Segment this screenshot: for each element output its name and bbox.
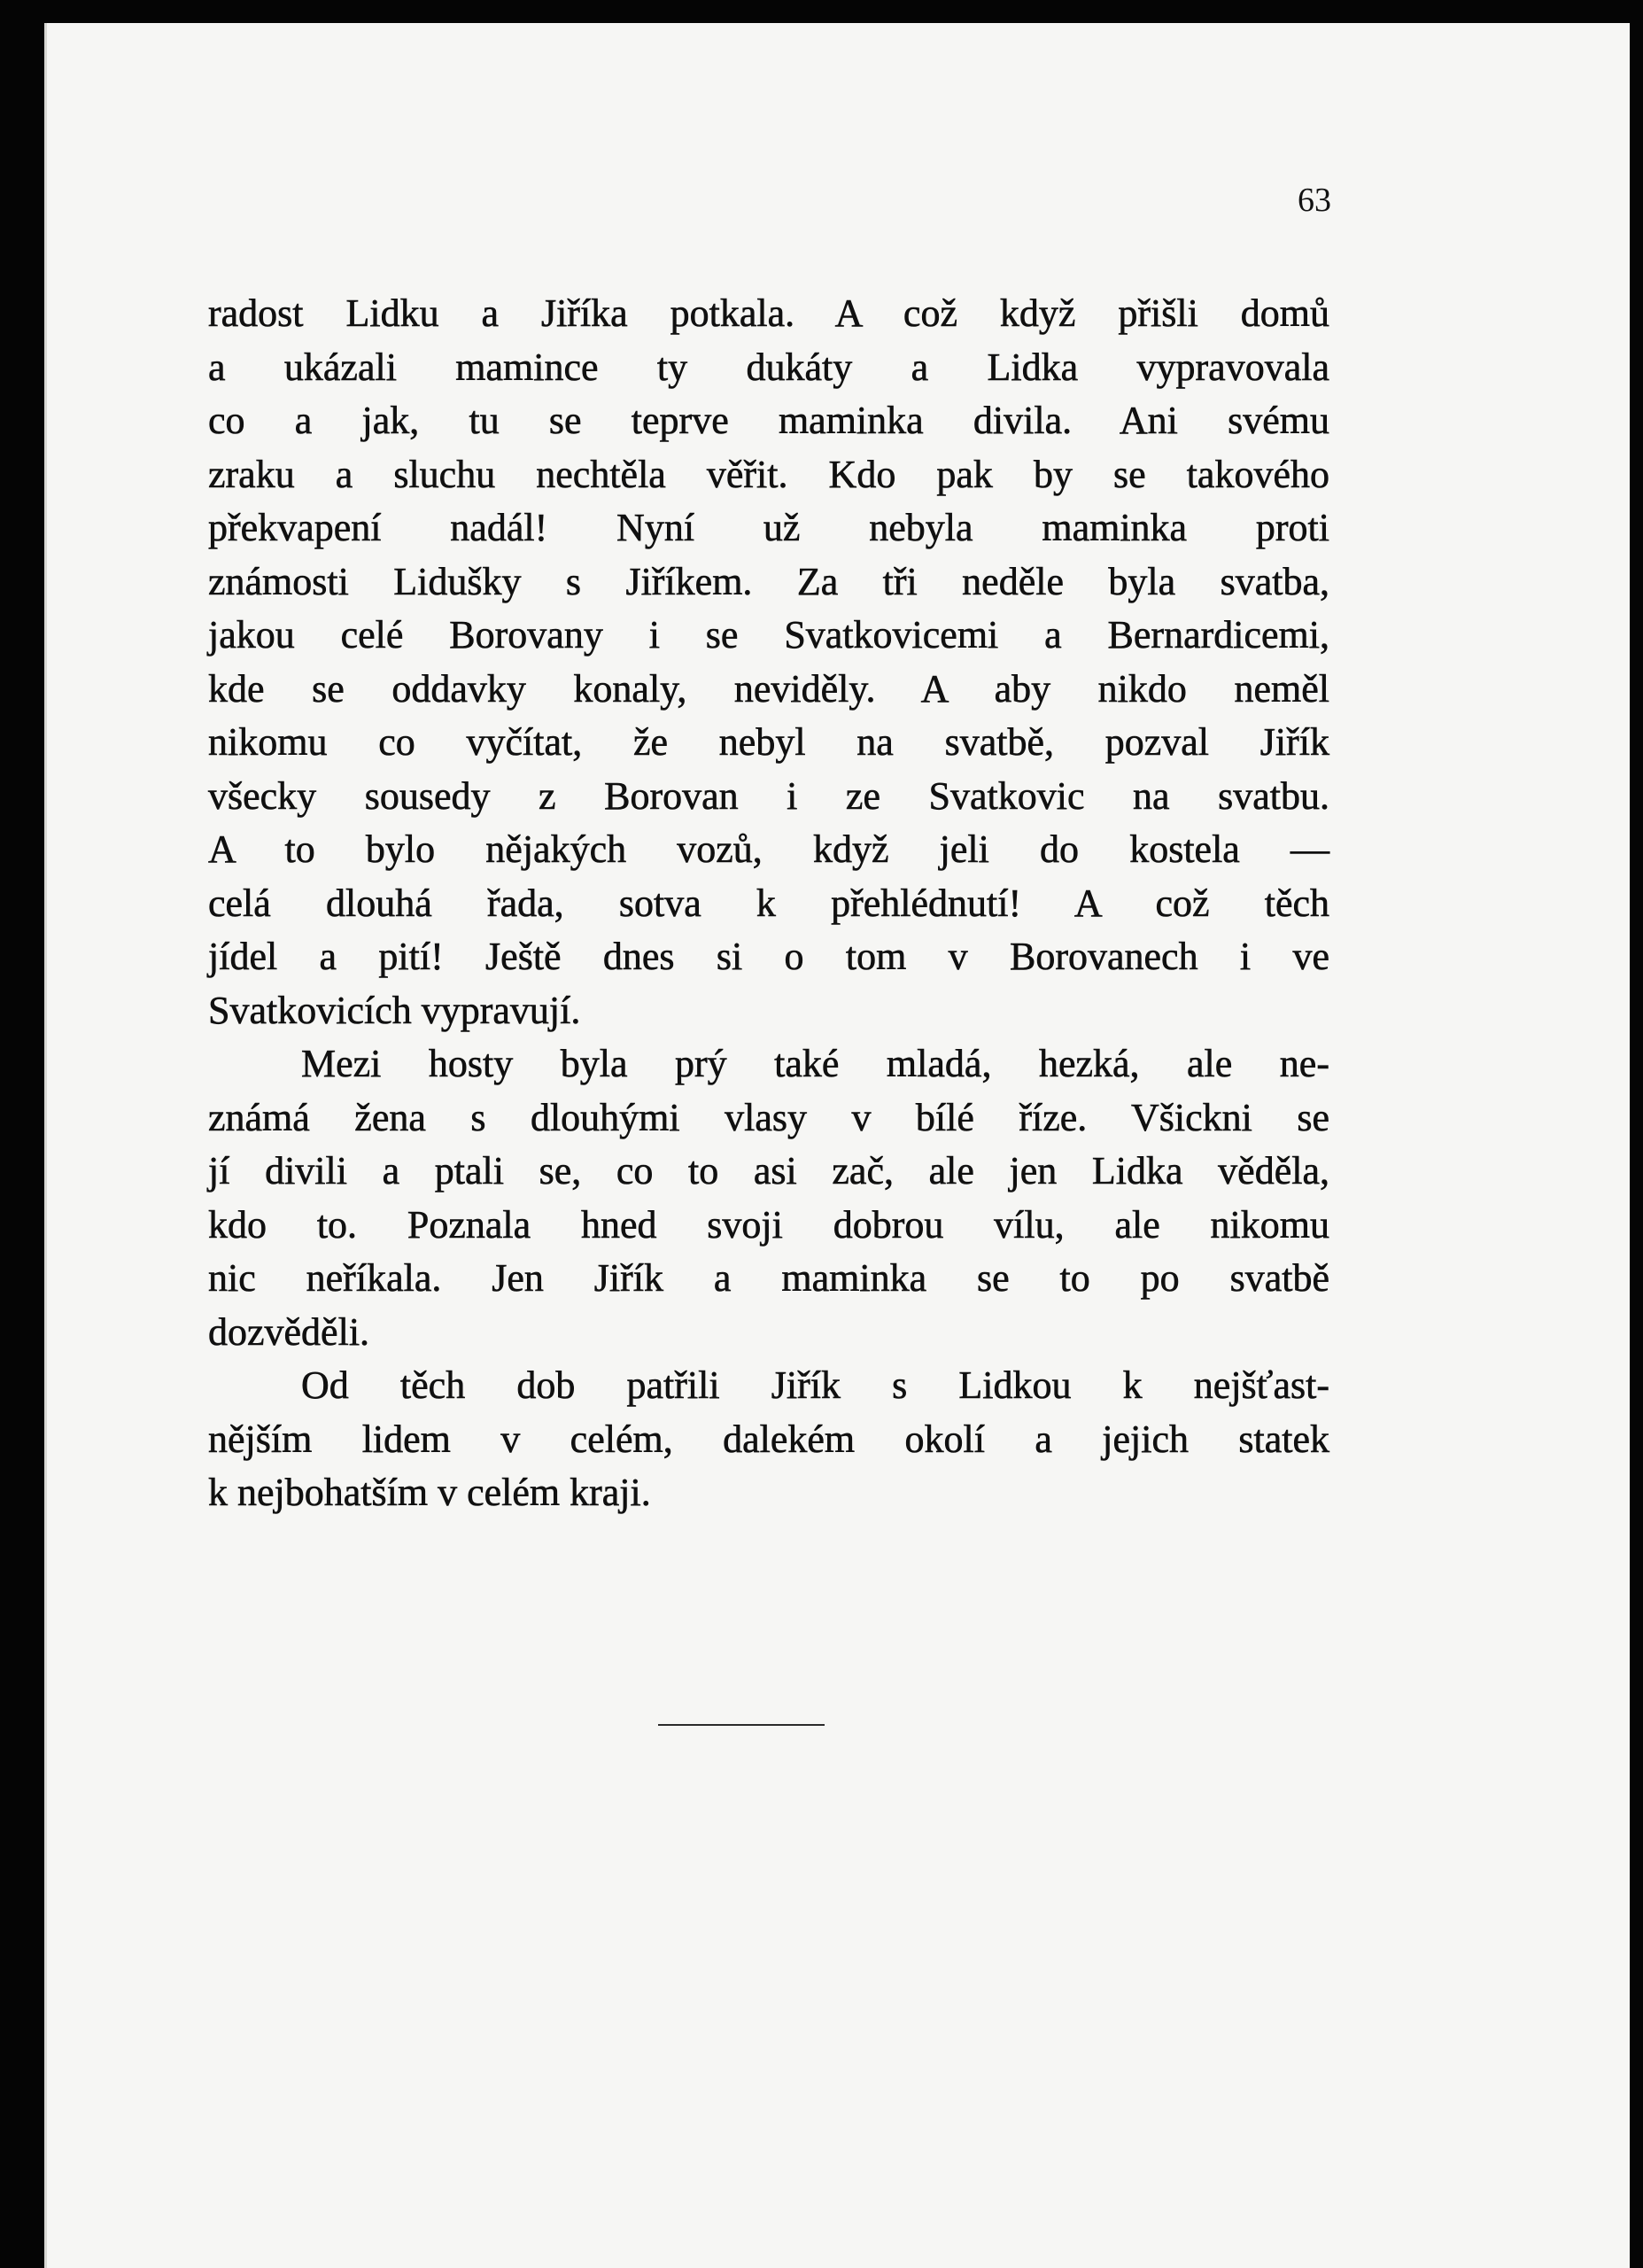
text-line: dozvěděli. bbox=[208, 1309, 370, 1354]
book-page bbox=[44, 23, 1630, 2268]
text-line: Od těch dob patřili Jiřík s Lidkou k nejšťast- bbox=[301, 1363, 1329, 1407]
text-line: a ukázali mamince ty dukáty a Lidka vypravovala bbox=[208, 345, 1329, 389]
text-line: kde se oddavky konaly, neviděly. A aby nikdo neměl bbox=[208, 666, 1329, 711]
page-number: 63 bbox=[1298, 182, 1331, 219]
text-line: jí divili a ptali se, co to asi zač, ale jen Lidka věděla, bbox=[208, 1149, 1329, 1192]
text-line: zraku a sluchu nechtěla věřit. Kdo pak by se takového bbox=[208, 452, 1329, 496]
text-line: nikomu co vyčítat, že nebyl na svatbě, pozval Jiřík bbox=[208, 720, 1329, 764]
paragraph-2 bbox=[208, 1037, 1329, 1359]
text-line: překvapení nadál! Nyní už nebyla maminka proti bbox=[208, 506, 1329, 549]
paragraph-1 bbox=[208, 287, 1329, 1037]
text-line: všecky sousedy z Borovan i ze Svatkovic na svatbu. bbox=[208, 773, 1329, 818]
text-line: nějším lidem v celém, dalekém okolí a jejich statek bbox=[208, 1417, 1329, 1461]
text-line: radost Lidku a Jiříka potkala. A což když přišli domů bbox=[208, 291, 1329, 335]
text-line: k nejbohatším v celém kraji. bbox=[208, 1471, 651, 1514]
text-line: známosti Lidušky s Jiříkem. Za tři neděle byla svatba, bbox=[208, 559, 1329, 603]
body-text bbox=[208, 287, 1329, 1520]
text-line: co a jak, tu se teprve maminka divila. Ani svému bbox=[208, 399, 1329, 442]
end-rule-divider bbox=[658, 1724, 825, 1726]
text-line: A to bylo nějakých vozů, když jeli do kostela — bbox=[208, 827, 1329, 871]
text-line: Svatkovicích vypravují. bbox=[208, 988, 581, 1032]
text-line: známá žena s dlouhými vlasy v bílé říze. Všickni se bbox=[208, 1095, 1329, 1139]
text-line: nic neříkala. Jen Jiřík a maminka se to po svatbě bbox=[208, 1256, 1329, 1300]
text-line: jídel a pití! Ještě dnes si o tom v Borovanech i ve bbox=[208, 935, 1329, 978]
text-line: kdo to. Poznala hned svoji dobrou vílu, ale nikomu bbox=[208, 1202, 1329, 1247]
text-line: Mezi hosty byla prý také mladá, hezká, ale ne- bbox=[301, 1042, 1329, 1085]
text-line: jakou celé Borovany i se Svatkovicemi a Bernardicemi, bbox=[208, 613, 1329, 656]
paragraph-3 bbox=[208, 1359, 1329, 1520]
text-line: celá dlouhá řada, sotva k přehlédnutí! A což těch bbox=[208, 881, 1329, 925]
